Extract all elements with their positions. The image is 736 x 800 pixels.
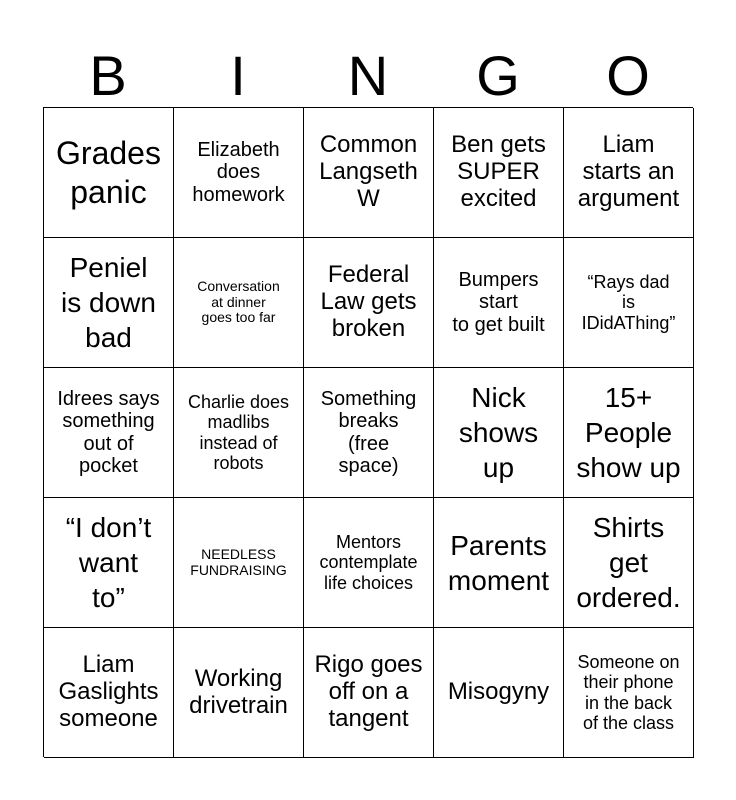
bingo-cell[interactable]: Parents moment — [434, 498, 564, 628]
bingo-cell[interactable]: “Rays dad is IDidAThing” — [564, 238, 694, 368]
bingo-cell[interactable]: 15+ People show up — [564, 368, 694, 498]
bingo-cell[interactable]: Federal Law gets broken — [304, 238, 434, 368]
bingo-cell[interactable]: Idrees says something out of pocket — [44, 368, 174, 498]
header-letter-b: B — [89, 44, 127, 107]
bingo-cell[interactable]: Something breaks (free space) — [304, 368, 434, 498]
bingo-cell[interactable]: Nick shows up — [434, 368, 564, 498]
header-letter-g: G — [476, 44, 520, 107]
bingo-cell[interactable]: NEEDLESS FUNDRAISING — [174, 498, 304, 628]
bingo-cell[interactable]: Someone on their phone in the back of the class — [564, 628, 694, 758]
bingo-cell[interactable]: Ben gets SUPER excited — [434, 108, 564, 238]
bingo-cell[interactable]: Common Langseth W — [304, 108, 434, 238]
header-letter-i: I — [230, 44, 246, 107]
bingo-cell[interactable]: Liam starts an argument — [564, 108, 694, 238]
bingo-cell[interactable]: Rigo goes off on a tangent — [304, 628, 434, 758]
bingo-cell[interactable]: Grades panic — [44, 108, 174, 238]
bingo-cell[interactable]: Shirts get ordered. — [564, 498, 694, 628]
bingo-cell[interactable]: Peniel is down bad — [44, 238, 174, 368]
bingo-cell[interactable]: Working drivetrain — [174, 628, 304, 758]
header-letter-o: O — [606, 44, 650, 107]
bingo-cell[interactable]: Bumpers start to get built — [434, 238, 564, 368]
header-letter-n: N — [347, 44, 389, 107]
bingo-cell[interactable]: Mentors contemplate life choices — [304, 498, 434, 628]
bingo-cell[interactable]: Charlie does madlibs instead of robots — [174, 368, 304, 498]
bingo-cell[interactable]: Conversation at dinner goes too far — [174, 238, 304, 368]
bingo-cell[interactable]: Liam Gaslights someone — [44, 628, 174, 758]
bingo-cell[interactable]: “I don’t want to” — [44, 498, 174, 628]
bingo-cell[interactable]: Misogyny — [434, 628, 564, 758]
bingo-cell[interactable]: Elizabeth does homework — [174, 108, 304, 238]
bingo-grid — [43, 107, 693, 757]
bingo-header — [43, 46, 693, 106]
